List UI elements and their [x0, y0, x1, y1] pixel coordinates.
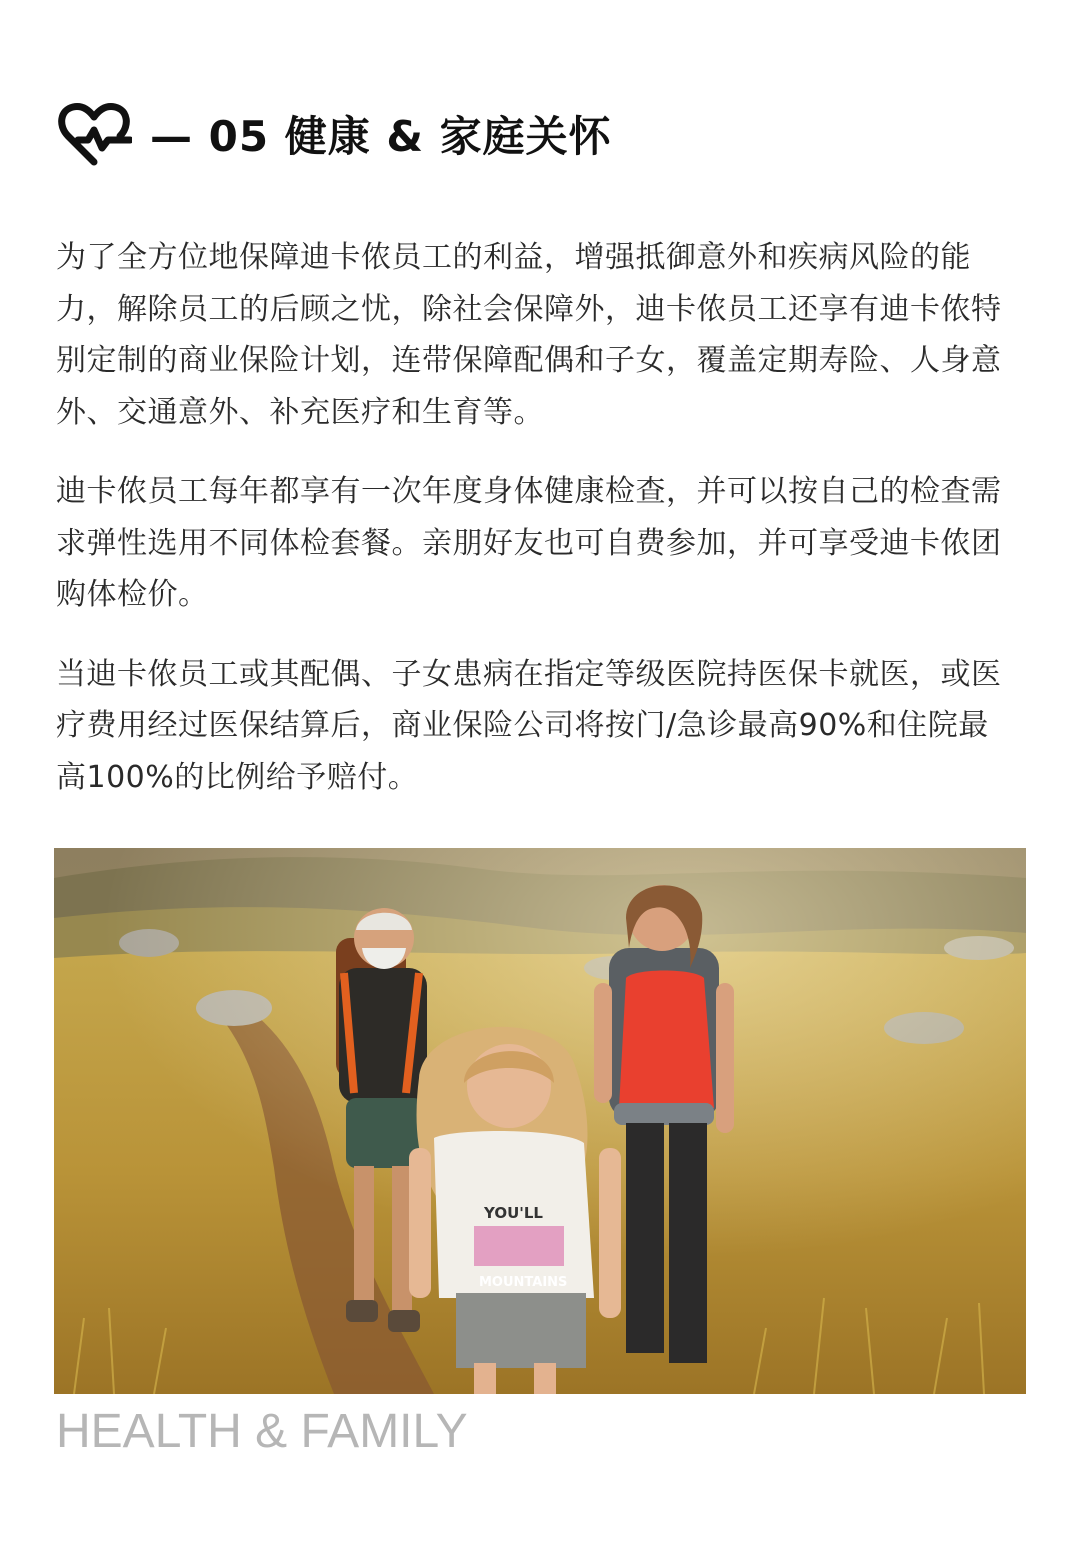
family-hiking-photo: [54, 848, 1026, 1394]
paragraph-checkup: 迪卡侬员工每年都享有一次年度身体健康检查，并可以按自己的检查需求弹性选用不同体检套餐。亲朋好友也可自费参加，并可享受迪卡侬团购体检价。: [56, 474, 1002, 612]
heart-pulse-icon: [56, 96, 132, 172]
page-title: — 05 健康 & 家庭关怀: [150, 112, 612, 161]
shirt-text-top: YOU'LL: [484, 1204, 543, 1222]
shirt-text-bottom: MOUNTAINS: [479, 1275, 568, 1290]
paragraph-insurance: 为了全方位地保障迪卡侬员工的利益，增强抵御意外和疾病风险的能力，解除员工的后顾之忧，除社会保障外，迪卡侬员工还享有迪卡侬特别定制的商业保险计划，连带保障配偶和子女，覆盖定期寿险、人身意外、交通意外、补充医疗和生育等。: [56, 240, 1002, 430]
paragraph-reimbursement: 当迪卡侬员工或其配偶、子女患病在指定等级医院持医保卡就医，或医疗费用经过医保结算后，商业保险公司将按门/急诊最高90%和住院最高100%的比例给予赔付。: [56, 656, 1002, 795]
body-text: [56, 232, 1016, 831]
caption-text: HEALTH & FAMILY: [56, 1405, 468, 1458]
section-header: [56, 96, 612, 172]
